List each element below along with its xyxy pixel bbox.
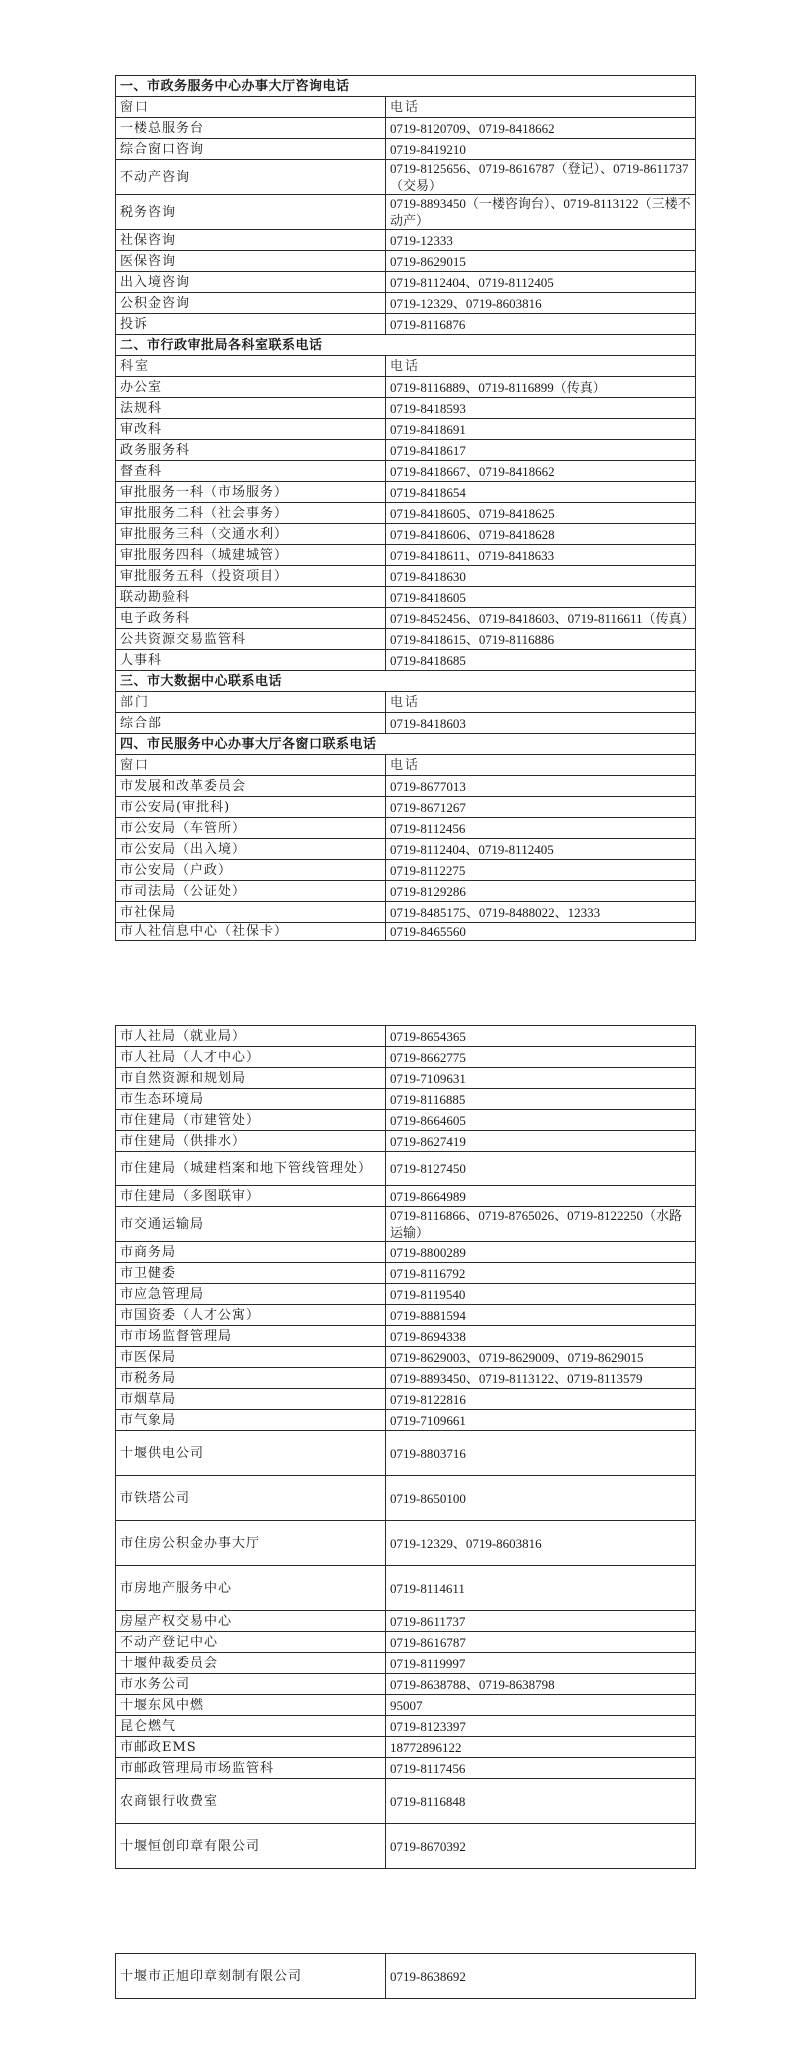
table-row — [116, 860, 696, 881]
phone-number: 0719-8418605 — [386, 587, 696, 608]
contact-table-last — [115, 1953, 696, 1999]
office-name: 综合部 — [116, 713, 386, 734]
table-row — [116, 1242, 696, 1263]
table-row — [116, 195, 696, 230]
table-row — [116, 839, 696, 860]
office-name: 法规科 — [116, 398, 386, 419]
office-name: 市商务局 — [116, 1242, 386, 1263]
table-row — [116, 1152, 696, 1186]
table-row — [116, 1632, 696, 1653]
table-row — [116, 923, 696, 941]
phone-number: 0719-8119997 — [386, 1653, 696, 1674]
table-row — [116, 1674, 696, 1695]
phone-number: 0719-8418611、0719-8418633 — [386, 545, 696, 566]
phone-number: 0719-8465560 — [386, 923, 696, 941]
office-name: 市房地产服务中心 — [116, 1566, 386, 1611]
phone-number: 0719-7109661 — [386, 1410, 696, 1431]
office-name: 综合窗口咨询 — [116, 139, 386, 160]
office-name: 人事科 — [116, 650, 386, 671]
office-name: 市住建局（城建档案和地下管线管理处） — [116, 1152, 386, 1186]
office-name: 农商银行收费室 — [116, 1779, 386, 1824]
office-name: 市气象局 — [116, 1410, 386, 1431]
phone-number: 0719-8125656、0719-8616787（登记）、0719-8611737（交易） — [386, 160, 696, 195]
phone-number: 0719-8627419 — [386, 1131, 696, 1152]
table-row — [116, 1110, 696, 1131]
office-name: 市水务公司 — [116, 1674, 386, 1695]
office-name: 投诉 — [116, 314, 386, 335]
column-header-row — [116, 356, 696, 377]
column-header-row — [116, 692, 696, 713]
column-header-name: 窗口 — [116, 755, 386, 776]
table-row — [116, 776, 696, 797]
phone-number: 0719-8123397 — [386, 1716, 696, 1737]
phone-number: 0719-8485175、0719-8488022、12333 — [386, 902, 696, 923]
table-row — [116, 629, 696, 650]
phone-number: 0719-8664989 — [386, 1186, 696, 1207]
office-name: 税务咨询 — [116, 195, 386, 230]
phone-number: 0719-8694338 — [386, 1326, 696, 1347]
phone-number: 0719-8629003、0719-8629009、0719-8629015 — [386, 1347, 696, 1368]
table-row — [116, 314, 696, 335]
table-row — [116, 1047, 696, 1068]
phone-number: 0719-8670392 — [386, 1824, 696, 1869]
table-row — [116, 545, 696, 566]
office-name: 市税务局 — [116, 1368, 386, 1389]
table-row — [116, 1695, 696, 1716]
phone-number: 0719-8418691 — [386, 419, 696, 440]
table-row — [116, 251, 696, 272]
phone-number: 0719-8418654 — [386, 482, 696, 503]
section-title: 四、市民服务中心办事大厅各窗口联系电话 — [116, 734, 696, 755]
section-title-row — [116, 671, 696, 692]
office-name: 审批服务一科（市场服务） — [116, 482, 386, 503]
column-header-name: 部门 — [116, 692, 386, 713]
table-row — [116, 1305, 696, 1326]
office-name: 市交通运输局 — [116, 1207, 386, 1242]
office-name: 市住建局（市建管处） — [116, 1110, 386, 1131]
office-name: 出入境咨询 — [116, 272, 386, 293]
office-name: 不动产咨询 — [116, 160, 386, 195]
table-row — [116, 1779, 696, 1824]
office-name: 十堰东风中燃 — [116, 1695, 386, 1716]
office-name: 一楼总服务台 — [116, 118, 386, 139]
office-name: 市市场监督管理局 — [116, 1326, 386, 1347]
phone-number: 0719-8629015 — [386, 251, 696, 272]
phone-number: 0719-8122816 — [386, 1389, 696, 1410]
office-name: 市住房公积金办事大厅 — [116, 1521, 386, 1566]
table-row — [116, 160, 696, 195]
office-name: 公共资源交易监管科 — [116, 629, 386, 650]
phone-number: 0719-8112404、0719-8112405 — [386, 839, 696, 860]
table-row — [116, 1824, 696, 1869]
phone-number: 0719-8418667、0719-8418662 — [386, 461, 696, 482]
phone-number: 0719-8664605 — [386, 1110, 696, 1131]
table-row — [116, 503, 696, 524]
office-name: 医保咨询 — [116, 251, 386, 272]
table-row — [116, 587, 696, 608]
office-name: 市住建局（供排水） — [116, 1131, 386, 1152]
phone-number: 0719-8116876 — [386, 314, 696, 335]
office-name: 市应急管理局 — [116, 1284, 386, 1305]
office-name: 市自然资源和规划局 — [116, 1068, 386, 1089]
phone-number: 0719-12333 — [386, 230, 696, 251]
table-row — [116, 1326, 696, 1347]
phone-number: 0719-8120709、0719-8418662 — [386, 118, 696, 139]
office-name: 市公安局（车管所） — [116, 818, 386, 839]
table-row — [116, 1026, 696, 1047]
phone-number: 0719-8127450 — [386, 1152, 696, 1186]
column-header-name: 窗口 — [116, 97, 386, 118]
office-name: 市人社局（就业局） — [116, 1026, 386, 1047]
phone-number: 0719-8418685 — [386, 650, 696, 671]
phone-number: 0719-8677013 — [386, 776, 696, 797]
office-name: 市邮政管理局市场监管科 — [116, 1758, 386, 1779]
phone-number: 0719-8112404、0719-8112405 — [386, 272, 696, 293]
table-row — [116, 1089, 696, 1110]
office-name: 十堰供电公司 — [116, 1431, 386, 1476]
table-row — [116, 1611, 696, 1632]
office-name: 昆仑燃气 — [116, 1716, 386, 1737]
column-header-phone: 电话 — [386, 356, 696, 377]
phone-number: 0719-8803716 — [386, 1431, 696, 1476]
phone-number: 0719-8112275 — [386, 860, 696, 881]
contact-table-continued — [115, 1025, 696, 1869]
phone-number: 0719-8419210 — [386, 139, 696, 160]
table-row — [116, 1737, 696, 1758]
office-name: 市生态环境局 — [116, 1089, 386, 1110]
table-row — [116, 1653, 696, 1674]
table-row — [116, 1431, 696, 1476]
phone-number: 0719-8418603 — [386, 713, 696, 734]
office-name: 市公安局（出入境） — [116, 839, 386, 860]
table-row — [116, 650, 696, 671]
phone-number: 0719-8116885 — [386, 1089, 696, 1110]
office-name: 办公室 — [116, 377, 386, 398]
table-row — [116, 461, 696, 482]
table-row — [116, 818, 696, 839]
phone-number: 0719-8129286 — [386, 881, 696, 902]
table-row — [116, 118, 696, 139]
table-row — [116, 440, 696, 461]
office-name: 十堰仲裁委员会 — [116, 1653, 386, 1674]
table-row — [116, 1186, 696, 1207]
phone-number: 0719-8611737 — [386, 1611, 696, 1632]
office-name: 十堰市正旭印章刻制有限公司 — [116, 1954, 386, 1999]
table-row — [116, 1131, 696, 1152]
table-row — [116, 1476, 696, 1521]
table-row — [116, 272, 696, 293]
table-row — [116, 1716, 696, 1737]
phone-number: 0719-8117456 — [386, 1758, 696, 1779]
office-name: 社保咨询 — [116, 230, 386, 251]
office-name: 联动勘验科 — [116, 587, 386, 608]
office-name: 政务服务科 — [116, 440, 386, 461]
section-title: 三、市大数据中心联系电话 — [116, 671, 696, 692]
section-title-row — [116, 76, 696, 97]
office-name: 市公安局(审批科) — [116, 797, 386, 818]
column-header-row — [116, 755, 696, 776]
table-row — [116, 797, 696, 818]
table-row — [116, 1566, 696, 1611]
office-name: 市司法局（公证处） — [116, 881, 386, 902]
table-row — [116, 1410, 696, 1431]
office-name: 市卫健委 — [116, 1263, 386, 1284]
phone-number: 0719-8116889、0719-8116899（传真） — [386, 377, 696, 398]
phone-number: 0719-12329、0719-8603816 — [386, 1521, 696, 1566]
column-header-row — [116, 97, 696, 118]
table-row — [116, 1207, 696, 1242]
phone-number: 0719-8893450、0719-8113122、0719-8113579 — [386, 1368, 696, 1389]
office-name: 不动产登记中心 — [116, 1632, 386, 1653]
office-name: 电子政务科 — [116, 608, 386, 629]
section-title: 一、市政务服务中心办事大厅咨询电话 — [116, 76, 696, 97]
table-row — [116, 1068, 696, 1089]
column-header-phone: 电话 — [386, 755, 696, 776]
phone-number: 0719-8654365 — [386, 1026, 696, 1047]
phone-number: 0719-8418605、0719-8418625 — [386, 503, 696, 524]
office-name: 审批服务三科（交通水利） — [116, 524, 386, 545]
phone-number: 0719-12329、0719-8603816 — [386, 293, 696, 314]
table-row — [116, 1284, 696, 1305]
office-name: 十堰恒创印章有限公司 — [116, 1824, 386, 1869]
phone-number: 95007 — [386, 1695, 696, 1716]
table-row — [116, 1263, 696, 1284]
office-name: 市发展和改革委员会 — [116, 776, 386, 797]
phone-number: 0719-8893450（一楼咨询台）、0719-8113122（三楼不动产） — [386, 195, 696, 230]
table-row — [116, 1521, 696, 1566]
phone-number: 0719-8881594 — [386, 1305, 696, 1326]
phone-number: 0719-8116848 — [386, 1779, 696, 1824]
phone-number: 0719-8418615、0719-8116886 — [386, 629, 696, 650]
phone-number: 0719-8650100 — [386, 1476, 696, 1521]
table-row — [116, 1389, 696, 1410]
table-row — [116, 1368, 696, 1389]
phone-number: 0719-8418593 — [386, 398, 696, 419]
office-name: 市烟草局 — [116, 1389, 386, 1410]
phone-number: 0719-8638788、0719-8638798 — [386, 1674, 696, 1695]
section-title-row — [116, 734, 696, 755]
office-name: 市住建局（多图联审） — [116, 1186, 386, 1207]
table-row — [116, 419, 696, 440]
phone-number: 0719-8418617 — [386, 440, 696, 461]
office-name: 督查科 — [116, 461, 386, 482]
table-row — [116, 139, 696, 160]
table-row — [116, 566, 696, 587]
phone-number: 0719-8418630 — [386, 566, 696, 587]
phone-number: 0719-8418606、0719-8418628 — [386, 524, 696, 545]
phone-number: 0719-8112456 — [386, 818, 696, 839]
table-row — [116, 293, 696, 314]
phone-number: 18772896122 — [386, 1737, 696, 1758]
phone-number: 0719-7109631 — [386, 1068, 696, 1089]
phone-number: 0719-8452456、0719-8418603、0719-8116611（传真） — [386, 608, 696, 629]
section-title-row — [116, 335, 696, 356]
column-header-phone: 电话 — [386, 97, 696, 118]
office-name: 市铁塔公司 — [116, 1476, 386, 1521]
office-name: 市社保局 — [116, 902, 386, 923]
table-row — [116, 713, 696, 734]
table-row — [116, 881, 696, 902]
office-name: 市人社局（人才中心） — [116, 1047, 386, 1068]
office-name: 市人社信息中心（社保卡） — [116, 923, 386, 941]
table-row — [116, 377, 696, 398]
phone-number: 0719-8114611 — [386, 1566, 696, 1611]
office-name: 审批服务四科（城建城管） — [116, 545, 386, 566]
phone-number: 0719-8638692 — [386, 1954, 696, 1999]
office-name: 市医保局 — [116, 1347, 386, 1368]
table-row — [116, 1758, 696, 1779]
office-name: 市邮政EMS — [116, 1737, 386, 1758]
table-row — [116, 230, 696, 251]
table-row — [116, 1954, 696, 1999]
office-name: 市国资委（人才公寓） — [116, 1305, 386, 1326]
phone-number: 0719-8800289 — [386, 1242, 696, 1263]
phone-number: 0719-8616787 — [386, 1632, 696, 1653]
office-name: 审批服务五科（投资项目） — [116, 566, 386, 587]
office-name: 房屋产权交易中心 — [116, 1611, 386, 1632]
office-name: 审改科 — [116, 419, 386, 440]
phone-number: 0719-8671267 — [386, 797, 696, 818]
office-name: 市公安局（户政） — [116, 860, 386, 881]
contact-table-main — [115, 75, 696, 941]
phone-number: 0719-8119540 — [386, 1284, 696, 1305]
office-name: 审批服务二科（社会事务） — [116, 503, 386, 524]
table-row — [116, 1347, 696, 1368]
table-row — [116, 398, 696, 419]
phone-number: 0719-8662775 — [386, 1047, 696, 1068]
table-row — [116, 524, 696, 545]
table-row — [116, 608, 696, 629]
table-row — [116, 482, 696, 503]
table-row — [116, 902, 696, 923]
phone-number: 0719-8116866、0719-8765026、0719-8122250（水路运输） — [386, 1207, 696, 1242]
column-header-phone: 电话 — [386, 692, 696, 713]
phone-number: 0719-8116792 — [386, 1263, 696, 1284]
office-name: 公积金咨询 — [116, 293, 386, 314]
section-title: 二、市行政审批局各科室联系电话 — [116, 335, 696, 356]
column-header-name: 科室 — [116, 356, 386, 377]
